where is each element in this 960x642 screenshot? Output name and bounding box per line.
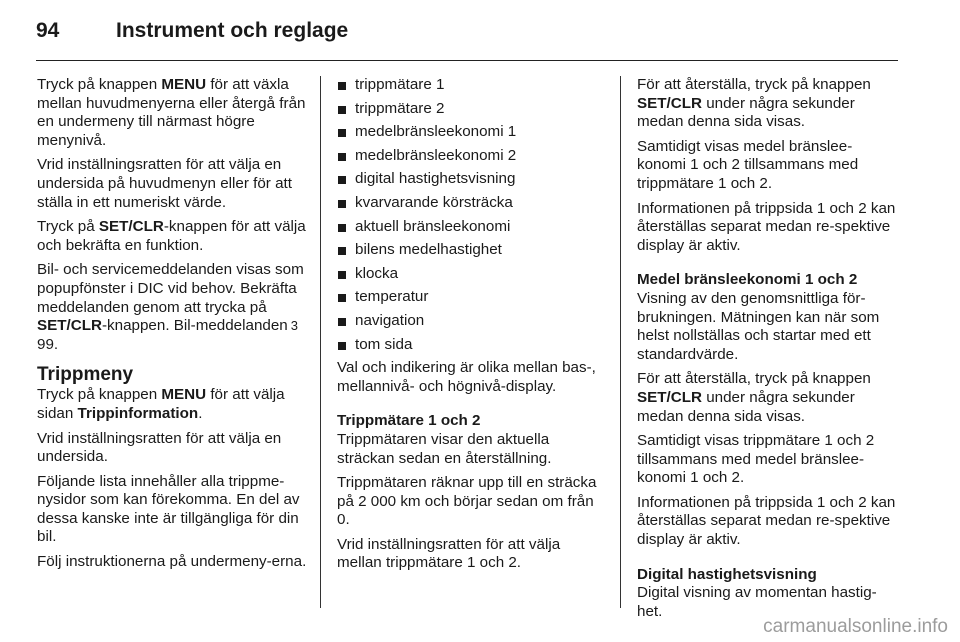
column-divider-1 (320, 76, 321, 608)
list-item: tom sida (337, 336, 603, 355)
list-item: bilens medelhastighet (337, 241, 603, 260)
paragraph (37, 218, 307, 255)
bullet-square-icon (338, 318, 346, 326)
paragraph (37, 386, 307, 423)
text: Tryck på knappen (37, 386, 162, 404)
list-item: medelbränsleekonomi 1 (337, 123, 603, 142)
watermark: carmanualsonline.info (763, 616, 948, 637)
list-item: temperatur (337, 288, 603, 307)
paragraph: Digital visning av momentan hastig-het. (637, 584, 877, 620)
list-item: trippmätare 1 (337, 76, 603, 95)
bullet-square-icon (338, 176, 346, 184)
text: -knappen. Bil-meddelanden (101, 317, 288, 335)
text: . (198, 404, 203, 422)
list-item: trippmätare 2 (337, 100, 603, 119)
list-item: aktuell bränsleekonomi (337, 218, 603, 237)
column-1 (37, 76, 307, 578)
text: För att återställa, tryck på knappen (637, 370, 871, 388)
paragraph (637, 370, 901, 426)
bullet-square-icon (338, 224, 346, 232)
page-header (36, 14, 916, 48)
paragraph: Informationen på trippsida 1 och 2 kan återställas separat medan re-spektive display är aktiv. (637, 199, 896, 254)
set-clr-key: SET/CLR (98, 218, 164, 236)
text: Tryck på knappen (37, 76, 162, 93)
list-item: klocka (337, 265, 603, 284)
paragraph: Följande lista innehåller alla trippme-nysidor som kan förekomma. En del av dessa kanske inte är tillgängliga för din bil. (37, 472, 300, 546)
bullet-square-icon (338, 271, 346, 279)
text: Bil- och servicemeddelanden visas som popupfönster i DIC vid behov. Bekräfta meddelanden genom att trycka på (37, 261, 304, 316)
trip-info-label: Trippinformation (77, 404, 199, 422)
text: för att välja sidan (37, 386, 285, 422)
bullet-square-icon (338, 82, 346, 90)
column-2 (337, 76, 603, 579)
paragraph (37, 261, 307, 354)
set-clr-key: SET/CLR (37, 317, 102, 335)
text: under några sekunder medan denna sida visas. (637, 94, 855, 131)
paragraph: Trippmätaren räknar upp till en sträcka på 2 000 km och börjar sedan om från 0. (337, 474, 597, 529)
paragraph: Vrid inställningsratten för att välja en undersida. (37, 429, 282, 466)
bullet-square-icon (338, 294, 346, 302)
subheading: Medel bränsleekonomi 1 och 2 (637, 271, 858, 289)
page-reference-link[interactable]: 99. (37, 335, 59, 353)
bullet-square-icon (338, 247, 346, 255)
paragraph: Samtidigt visas medel bränslee-konomi 1 och 2 tillsammans med trippmätare 1 och 2. (637, 137, 859, 192)
bullet-square-icon (338, 129, 346, 137)
subheading: Trippmätare 1 och 2 (337, 412, 481, 430)
menu-key: MENU (161, 386, 207, 404)
paragraph: Samtidigt visas trippmätare 1 och 2 tillsammans med medel bränslee-konomi 1 och 2. (637, 432, 875, 487)
paragraph: Trippmätaren visar den aktuella sträckan sedan en återställning. (337, 430, 552, 467)
header-rule (36, 60, 898, 61)
text: under några sekunder medan denna sida visas. (637, 388, 855, 425)
paragraph: Visning av den genomsnittliga för-brukningen. Mätningen kan när som helst nollställas och startar med ett standardvärde. (637, 289, 880, 363)
text: Tryck på (37, 218, 99, 236)
page-number: 94 (36, 19, 60, 42)
list-item: medelbränsleekonomi 2 (337, 147, 603, 166)
paragraph: Informationen på trippsida 1 och 2 kan återställas separat medan re-spektive display är aktiv. (637, 493, 896, 549)
paragraph: Följ instruktionerna på undermeny-erna. (37, 553, 307, 571)
paragraph (637, 76, 901, 132)
paragraph (37, 76, 307, 150)
bullet-square-icon (338, 342, 346, 350)
page-title: Instrument och reglage (116, 19, 349, 42)
paragraph: Vrid inställningsratten för att välja en undersida på huvudmenyn eller för att ställa in ett numeriskt värde. (37, 156, 292, 211)
trip-menu-list (337, 76, 603, 354)
list-item: navigation (337, 312, 603, 331)
subheading: Digital hastighetsvisning (637, 565, 817, 583)
page-reference-arrow-icon: 3 (290, 318, 298, 334)
text: -knappen för att välja och bekräfta en funktion. (37, 218, 306, 254)
section-heading: Trippmeny (37, 364, 134, 386)
paragraph: Vrid inställningsratten för att välja mellan trippmätare 1 och 2. (337, 535, 561, 572)
text: för att växla mellan huvudmenyerna eller återgå från en undermeny till närmast högre menynivå. (37, 76, 306, 149)
list-item: digital hastighetsvisning (337, 170, 603, 189)
text: För att återställa, tryck på knappen (637, 76, 871, 93)
paragraph: Val och indikering är olika mellan bas-, mellannivå- och högnivå-display. (337, 359, 596, 395)
list-item: kvarvarande körsträcka (337, 194, 603, 213)
set-clr-key: SET/CLR (637, 388, 702, 406)
bullet-square-icon (338, 200, 346, 208)
set-clr-key: SET/CLR (637, 94, 702, 112)
bullet-square-icon (338, 153, 346, 161)
menu-key: MENU (161, 76, 207, 93)
column-divider-2 (620, 76, 621, 608)
bullet-square-icon (338, 106, 346, 114)
column-3 (637, 76, 901, 627)
